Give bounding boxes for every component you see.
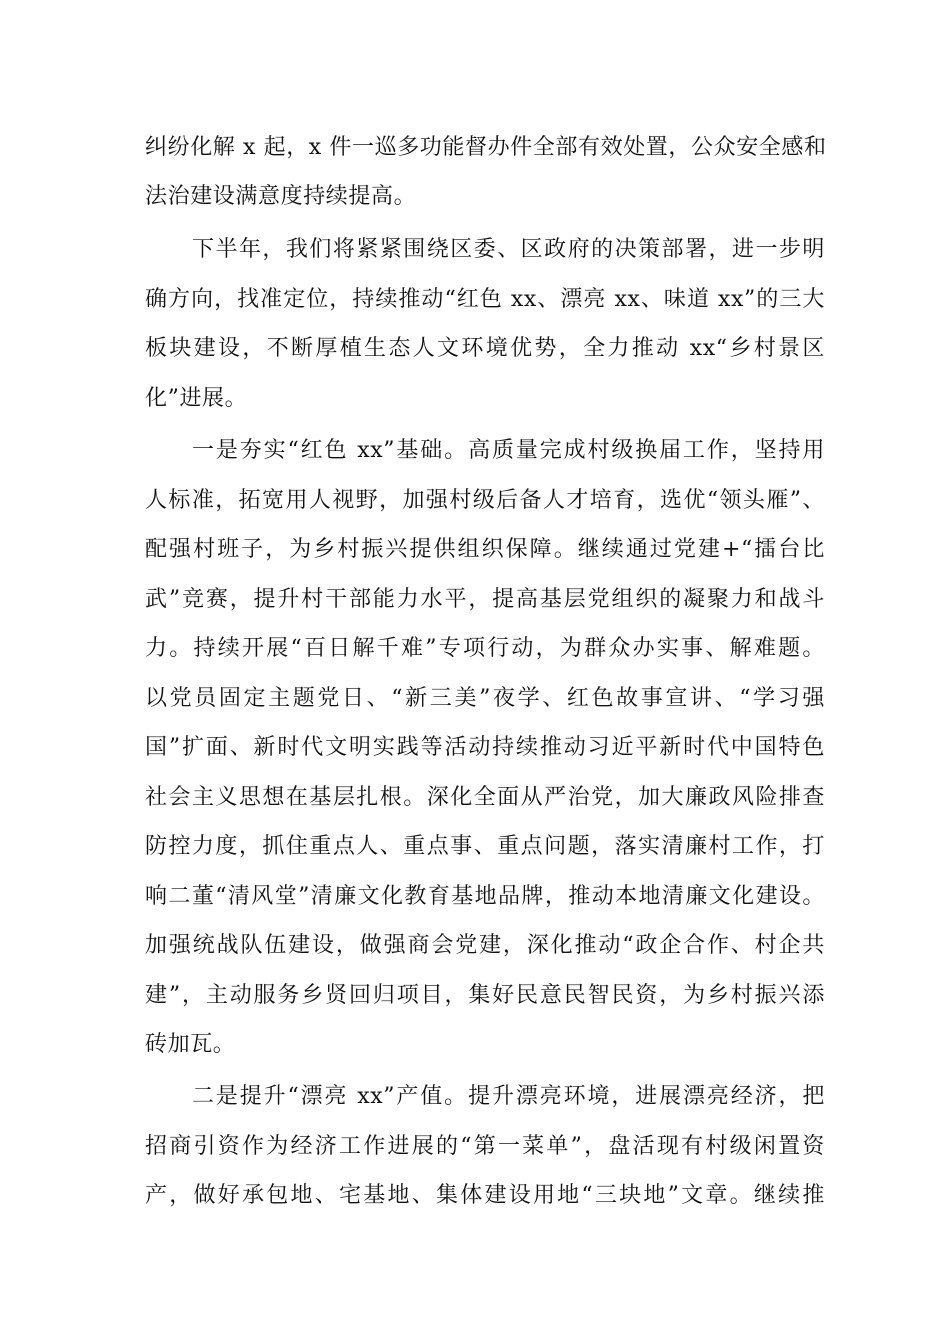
text-line: 武”竞赛，提升村干部能力水平，提高基层党组织的凝聚力和战斗 bbox=[145, 587, 825, 612]
text-line: 确方向，找准定位，持续推动“红色 xx、漂亮 xx、味道 xx”的三大 bbox=[145, 287, 825, 312]
text-line: 社会主义思想在基层扎根。深化全面从严治党，加大廉政风险排查 bbox=[145, 785, 825, 810]
text-line: 国”扩面、新时代文明实践等活动持续推动习近平新时代中国特色 bbox=[145, 735, 825, 760]
text-line: 纠纷化解 x 起，x 件一巡多功能督办件全部有效处置，公众安全感和 bbox=[145, 135, 827, 160]
text-line: 砖加瓦。 bbox=[145, 1032, 236, 1057]
text-line: 法治建设满意度持续提高。 bbox=[145, 184, 417, 209]
text-line: 力。持续开展“百日解千难”专项行动，为群众办实事、解难题。 bbox=[145, 636, 825, 661]
text-line: 板块建设，不断厚植生态人文环境优势，全力推动 xx“乡村景区 bbox=[145, 336, 825, 361]
text-line: 一是夯实“红色 xx”基础。高质量完成村级换届工作，坚持用 bbox=[192, 438, 825, 463]
text-line: 建”，主动服务乡贤回归项目，集好民意民智民资，为乡村振兴添 bbox=[145, 983, 825, 1008]
text-line: 下半年，我们将紧紧围绕区委、区政府的决策部署，进一步明 bbox=[192, 237, 825, 262]
text-line: 人标准，拓宽用人视野，加强村级后备人才培育，选优“领头雁”、 bbox=[145, 488, 825, 513]
text-line: 以党员固定主题党日、“新三美”夜学、红色故事宣讲、“学习强 bbox=[145, 686, 825, 711]
text-line: 招商引资作为经济工作进展的“第一菜单”，盘活现有村级闲置资 bbox=[145, 1134, 825, 1159]
text-line: 响二董“清风堂”清廉文化教育基地品牌，推动本地清廉文化建设。 bbox=[145, 884, 825, 909]
text-line: 化”进展。 bbox=[145, 386, 248, 411]
text-line: 加强统战队伍建设，做强商会党建，深化推动“政企合作、村企共 bbox=[145, 933, 825, 958]
text-line: 二是提升“漂亮 xx”产值。提升漂亮环境，进展漂亮经济，把 bbox=[192, 1084, 825, 1109]
text-line: 配强村班子，为乡村振兴提供组织保障。继续通过党建+“擂台比 bbox=[145, 537, 825, 562]
text-line: 防控力度，抓住重点人、重点事、重点问题，落实清廉村工作，打 bbox=[145, 834, 825, 859]
text-line: 产，做好承包地、宅基地、集体建设用地“三块地”文章。继续推 bbox=[145, 1183, 825, 1208]
